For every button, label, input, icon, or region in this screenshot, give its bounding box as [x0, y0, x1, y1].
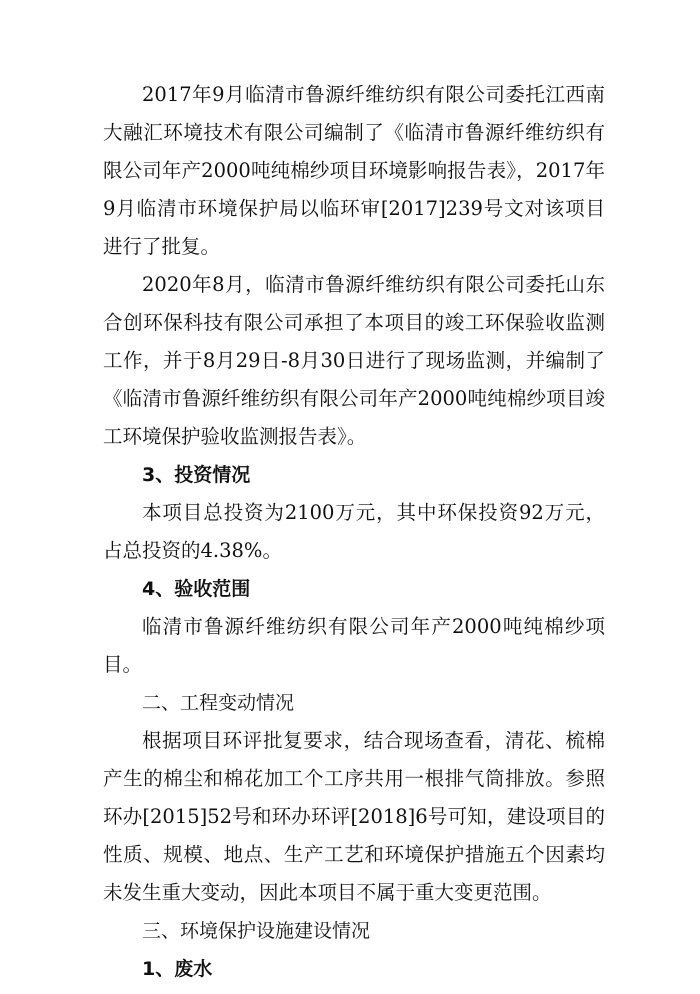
paragraph-investment: 本项目总投资为2100万元，其中环保投资92万元，占总投资的4.38%。: [103, 501, 605, 562]
heading-wastewater: 1、废水: [142, 958, 213, 980]
paragraph-scope: 临清市鲁源纤维纺织有限公司年产2000吨纯棉纱项目。: [103, 615, 605, 676]
paragraph-eia-report: 2017年9月临清市鲁源纤维纺织有限公司委托江西南大融汇环境技术有限公司编制了《临清市鲁源纤维纺织有限公司年产2000吨纯棉纱项目环境影响报告表》，2017年9月临清市环境保护局以临环审[2017]239号文对该项目进行了批复。: [103, 83, 605, 258]
document-body: [103, 76, 605, 988]
paragraph-acceptance-monitoring: 2020年8月，临清市鲁源纤维纺织有限公司委托山东合创环保科技有限公司承担了本项目的竣工环保验收监测工作，并于8月29日-8月30日进行了现场监测，并编制了《临清市鲁源纤维纺织有限公司年产2000吨纯棉纱项目竣工环境保护验收监测报告表》。: [103, 273, 605, 448]
heading-investment: 3、投资情况: [142, 464, 251, 486]
heading-scope: 4、验收范围: [142, 578, 251, 600]
heading-engineering-changes: 二、工程变动情况: [142, 692, 295, 714]
paragraph-engineering-changes: 根据项目环评批复要求，结合现场查看，清花、梳棉产生的棉尘和棉花加工个工序共用一根排气筒排放。参照环办[2015]52号和环办环评[2018]6号可知，建设项目的性质、规模、地点、生产工艺和环境保护措施五个因素均未发生重大变动，因此本项目不属于重大变更范围。: [103, 729, 605, 904]
heading-environmental-facilities: 三、环境保护设施建设情况: [142, 920, 371, 942]
